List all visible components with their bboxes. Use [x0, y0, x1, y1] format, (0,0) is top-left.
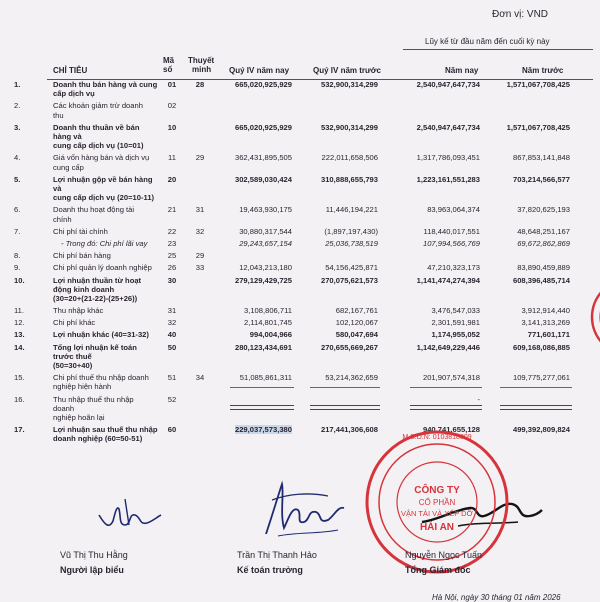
row-label: [53, 425, 161, 443]
table-header: [0, 56, 600, 78]
value-q-this: 994,004,966: [249, 330, 292, 340]
row-label: [53, 395, 161, 423]
row-number: 13.: [14, 330, 25, 340]
row-code: 22: [167, 226, 177, 236]
value-y-this: 118,440,017,551: [423, 226, 480, 236]
row-label: [53, 175, 161, 203]
table-row: [0, 101, 600, 119]
col-y-this: Năm nay: [445, 66, 479, 75]
row-label-line: chính: [53, 214, 72, 224]
row-label-line: Doanh thu bán hàng và cung: [53, 80, 158, 89]
value-y-this: 1,317,786,093,451: [416, 153, 480, 163]
table-row: [0, 306, 600, 315]
row-note: 31: [195, 205, 205, 215]
value-y-prev: 3,912,914,440: [521, 306, 570, 316]
value-q-this: 280,123,434,691: [234, 342, 292, 352]
footer-date: Hà Nội, ngày 30 tháng 01 năm 2026: [432, 593, 561, 602]
row-number: 4.: [14, 153, 21, 163]
value-y-prev: 48,648,251,167: [517, 226, 570, 236]
row-number: 12.: [14, 318, 25, 328]
row-label: [53, 373, 161, 391]
value-y-this: 1,174,955,052: [431, 330, 480, 340]
rule-q-this: [230, 387, 294, 388]
row-label-line: hàng và: [53, 131, 82, 141]
signer-role-3: Tổng Giám đốc: [405, 565, 471, 575]
row-label-line: Doanh thu thuần về bán: [53, 122, 140, 132]
value-q-prev: 310,888,655,793: [320, 174, 378, 184]
row-label-line: Thu nhập khác: [53, 306, 104, 316]
highlighted-value: 229,037,573,380: [234, 425, 292, 435]
row-label: [53, 263, 161, 272]
row-code: 20: [167, 174, 177, 184]
row-note: 29: [195, 251, 205, 261]
double-rule-q-this: [230, 405, 294, 410]
row-label-line: (50=30+40): [53, 361, 93, 371]
svg-text:HẢI AN: HẢI AN: [419, 522, 455, 533]
row-number: 9.: [14, 263, 21, 273]
value-q-this: 30,880,317,544: [239, 226, 292, 236]
row-label-line: doanh nghiệp (60=50-51): [53, 434, 143, 444]
value-y-this: 2,540,947,647,734: [416, 122, 480, 132]
col-note-2: minh: [192, 65, 212, 74]
signer-name-3: Nguyễn Ngọc Tuấn: [405, 550, 483, 560]
row-label-line: Chi phí bán hàng: [53, 251, 111, 261]
table-row: [0, 263, 600, 272]
row-label-line: cung cấp: [53, 162, 84, 172]
signature-1-image: [95, 495, 165, 535]
row-number: 11.: [14, 306, 24, 316]
value-q-this: 279,129,429,725: [234, 275, 292, 285]
table-row: [0, 330, 600, 339]
value-y-prev: 608,396,485,714: [512, 275, 570, 285]
row-code: 30: [167, 275, 177, 285]
row-code: 23: [167, 238, 177, 248]
table-row: [0, 205, 600, 223]
row-label-line: và: [53, 183, 62, 193]
table-row: [0, 251, 600, 260]
row-code: 51: [167, 373, 177, 383]
value-y-prev: 37,820,625,193: [517, 205, 570, 215]
row-number: 5.: [14, 174, 21, 184]
row-number: 17.: [14, 425, 25, 435]
value-q-prev: 580,047,694: [335, 330, 378, 340]
value-y-prev: 69,672,862,869: [517, 238, 570, 248]
double-rule-y-prev: [500, 405, 572, 410]
value-q-this: 12,043,213,180: [239, 263, 292, 273]
row-code: 01: [167, 80, 177, 89]
col-item: CHỈ TIÊU: [53, 66, 88, 75]
col-q-prev: Quý IV năm trước: [313, 66, 381, 75]
signer-role-2: Kế toán trưởng: [237, 565, 303, 575]
row-label-line: Chi phí khác: [53, 318, 96, 328]
row-code: 50: [167, 342, 177, 352]
row-label: [53, 330, 161, 339]
row-number: 16.: [14, 394, 25, 404]
value-y-prev: 83,890,459,889: [517, 263, 570, 273]
row-number: 14.: [14, 342, 25, 352]
row-number: 6.: [14, 205, 21, 215]
row-code: 26: [167, 263, 177, 273]
row-number: 15.: [14, 373, 25, 383]
value-y-this: 940,741,655,128: [422, 425, 480, 435]
row-label-line: Chi phí thuế thu nhập doanh: [53, 373, 149, 383]
table-row: [0, 239, 600, 248]
col-code-1: Mã: [163, 56, 175, 65]
row-label-line: Lợi nhuận gộp về bán hàng: [53, 174, 153, 184]
signer-name-2: Trần Thị Thanh Hảo: [237, 550, 317, 560]
value-y-prev: 109,775,277,061: [512, 373, 570, 383]
value-q-this: 665,020,925,929: [234, 122, 292, 132]
row-label-line: Thu nhập thuế thu nhập: [53, 394, 134, 404]
row-code: 02: [167, 101, 177, 111]
row-label-line: cấp dịch vụ: [53, 89, 95, 99]
row-code: 10: [167, 122, 177, 132]
signature-block-2: [237, 550, 317, 575]
value-y-prev: 499,392,809,824: [512, 425, 570, 435]
unit-label: Đơn vị: VND: [492, 9, 549, 20]
table-row: [0, 343, 600, 371]
row-code: 60: [167, 425, 177, 435]
value-q-this: 29,243,657,154: [239, 238, 292, 248]
row-note: 29: [195, 153, 205, 163]
row-label-line: Doanh thu hoạt động tài: [53, 205, 135, 215]
row-label: [53, 276, 161, 304]
row-number: 3.: [14, 122, 21, 132]
value-q-prev: 102,120,067: [335, 318, 378, 328]
value-q-this: 51,085,861,311: [239, 373, 292, 383]
value-q-prev: 217,441,306,608: [320, 425, 378, 435]
row-label-line: nghiệp hoãn lại: [53, 413, 105, 423]
value-y-this: 2,540,947,647,734: [416, 80, 480, 89]
signature-block-1: [60, 550, 128, 575]
signer-name-1: Vũ Thị Thu Hằng: [60, 550, 128, 560]
value-q-prev: 11,446,194,221: [325, 205, 378, 215]
row-label: [53, 123, 161, 151]
row-number: 2.: [14, 101, 21, 111]
row-label-line: (30=20+(21-22)-(25+26)): [53, 293, 138, 303]
signer-role-1: Người lập biểu: [60, 565, 124, 575]
value-q-this: 2,114,801,745: [244, 318, 292, 328]
row-number: 8.: [14, 251, 21, 261]
table-row: [0, 175, 600, 203]
row-label-line: Chi phí tài chính: [53, 226, 108, 236]
value-y-this: 107,994,566,769: [422, 238, 480, 248]
value-y-this: 1,141,474,274,394: [416, 275, 480, 285]
value-y-prev: 609,168,086,885: [512, 342, 570, 352]
row-label: [53, 153, 161, 171]
value-y-this: 1,142,649,229,446: [416, 342, 480, 352]
table-row: [0, 373, 600, 391]
row-label-line: doanh: [53, 403, 75, 413]
row-label-line: động kinh doanh: [53, 284, 115, 294]
signature-block-3: [405, 550, 482, 575]
row-label: [53, 227, 161, 236]
row-label-line: - Trong đó: Chi phí lãi vay: [61, 238, 148, 248]
row-label-line: Các khoản giảm trừ doanh: [53, 101, 143, 111]
row-label-line: Giá vốn hàng bán và dịch vụ: [53, 153, 150, 163]
value-q-prev: 682,167,761: [335, 306, 378, 316]
value-y-prev: 867,853,141,848: [512, 153, 570, 163]
svg-text:CỔ PHẦN: CỔ PHẦN: [418, 498, 456, 507]
table-row: [0, 276, 600, 304]
col-y-prev: Năm trước: [522, 66, 564, 75]
row-label-line: cung cấp dịch vụ (20=10-11): [53, 193, 155, 203]
table-row: [0, 153, 600, 171]
value-q-prev: 532,900,314,299: [320, 80, 378, 89]
table-row: [0, 80, 600, 98]
value-y-prev: 3,141,313,269: [521, 318, 570, 328]
row-label: [53, 205, 161, 223]
value-y-this: 47,210,323,173: [427, 263, 480, 273]
double-rule-y-this: [410, 405, 482, 410]
row-code: 11: [168, 153, 176, 163]
row-label-line: Lợi nhuận sau thuế thu nhập: [53, 425, 158, 435]
value-q-prev: 270,075,621,573: [320, 275, 378, 285]
row-label-line: Tổng lợi nhuận kế toán: [53, 342, 137, 352]
row-label: [53, 80, 161, 98]
value-q-this: 362,431,895,505: [234, 153, 292, 163]
table-row: [0, 318, 600, 327]
row-code: 31: [167, 306, 177, 316]
row-label-line: cung cấp dịch vụ (10=01): [53, 141, 144, 151]
row-label-line: Lợi nhuận thuần từ hoạt: [53, 275, 142, 285]
row-code: 52: [167, 394, 177, 404]
value-q-prev: 532,900,314,299: [320, 122, 378, 132]
value-y-this: 3,476,547,033: [431, 306, 480, 316]
value-y-prev: 1,571,067,708,425: [506, 122, 570, 132]
svg-text:VẬN TẢI VÀ XẾP DỠ: VẬN TẢI VÀ XẾP DỠ: [400, 509, 474, 518]
value-q-this: 19,463,930,175: [239, 205, 292, 215]
value-y-this: 2,301,591,981: [431, 318, 480, 328]
row-label-line: nghiệp hiện hành: [53, 382, 112, 392]
row-label-line: Lợi nhuận khác (40=31-32): [53, 330, 149, 340]
row-code: 25: [167, 251, 177, 261]
row-label: [53, 306, 161, 315]
table-row: [0, 123, 600, 151]
row-number: 1.: [14, 80, 21, 89]
value-q-prev: 270,655,669,267: [320, 342, 378, 352]
value-y-prev: 703,214,566,577: [512, 174, 570, 184]
row-label: [53, 343, 161, 371]
value-y-prev: 1,571,067,708,425: [506, 80, 570, 89]
double-rule-q-prev: [310, 405, 380, 410]
value-q-prev: 25,036,738,519: [325, 238, 378, 248]
rule-y-prev: [500, 387, 572, 388]
signature-2-image: [258, 476, 358, 544]
row-label-line: thu: [53, 110, 64, 120]
row-note: 28: [195, 80, 205, 89]
value-q-prev: (1,897,197,430): [324, 226, 378, 236]
value-y-this: 1,223,161,551,283: [416, 174, 480, 184]
rule-q-prev: [310, 387, 380, 388]
value-y-prev: 771,601,171: [527, 330, 570, 340]
svg-text:M.S.D.N: 0103818809: M.S.D.N: 0103818809: [402, 434, 472, 441]
table-row: [0, 227, 600, 236]
row-label-line: Chi phí quản lý doanh nghiệp: [53, 263, 152, 273]
value-q-this: 3,108,806,711: [244, 306, 292, 316]
row-number: 10.: [14, 275, 25, 285]
row-code: 32: [167, 318, 177, 328]
value-q-this: [209, 425, 292, 434]
table-body: [0, 80, 600, 447]
row-note: 34: [195, 373, 205, 383]
row-label: [53, 318, 161, 327]
row-number: 7.: [14, 226, 21, 236]
col-q-this: Quý IV năm nay: [229, 66, 290, 75]
col-note-1: Thuyết: [188, 56, 215, 65]
value-y-this: 83,963,064,374: [427, 205, 480, 215]
row-code: 40: [167, 330, 177, 340]
header-rule-top: [403, 49, 593, 50]
row-code: 21: [167, 205, 177, 215]
row-note: 33: [195, 263, 205, 273]
value-q-prev: 222,011,658,506: [321, 153, 378, 163]
value-q-prev: 54,156,425,871: [325, 263, 378, 273]
row-label: [53, 101, 161, 119]
cumulative-heading: Lũy kế từ đầu năm đến cuối kỳ này: [425, 37, 550, 46]
row-note: 32: [195, 226, 205, 236]
rule-y-this: [410, 387, 482, 388]
col-code-2: số: [163, 65, 173, 74]
row-label: [53, 251, 161, 260]
value-q-this: 302,589,030,424: [234, 174, 292, 184]
value-y-this: -: [477, 394, 480, 404]
stamp-edge-image: [572, 272, 600, 362]
value-q-this: 665,020,925,929: [234, 80, 292, 89]
svg-text:CÔNG TY: CÔNG TY: [414, 485, 460, 496]
value-y-this: 201,907,574,318: [422, 373, 480, 383]
value-q-prev: 53,214,362,659: [325, 373, 378, 383]
row-label-line: trước thuế: [53, 351, 92, 361]
